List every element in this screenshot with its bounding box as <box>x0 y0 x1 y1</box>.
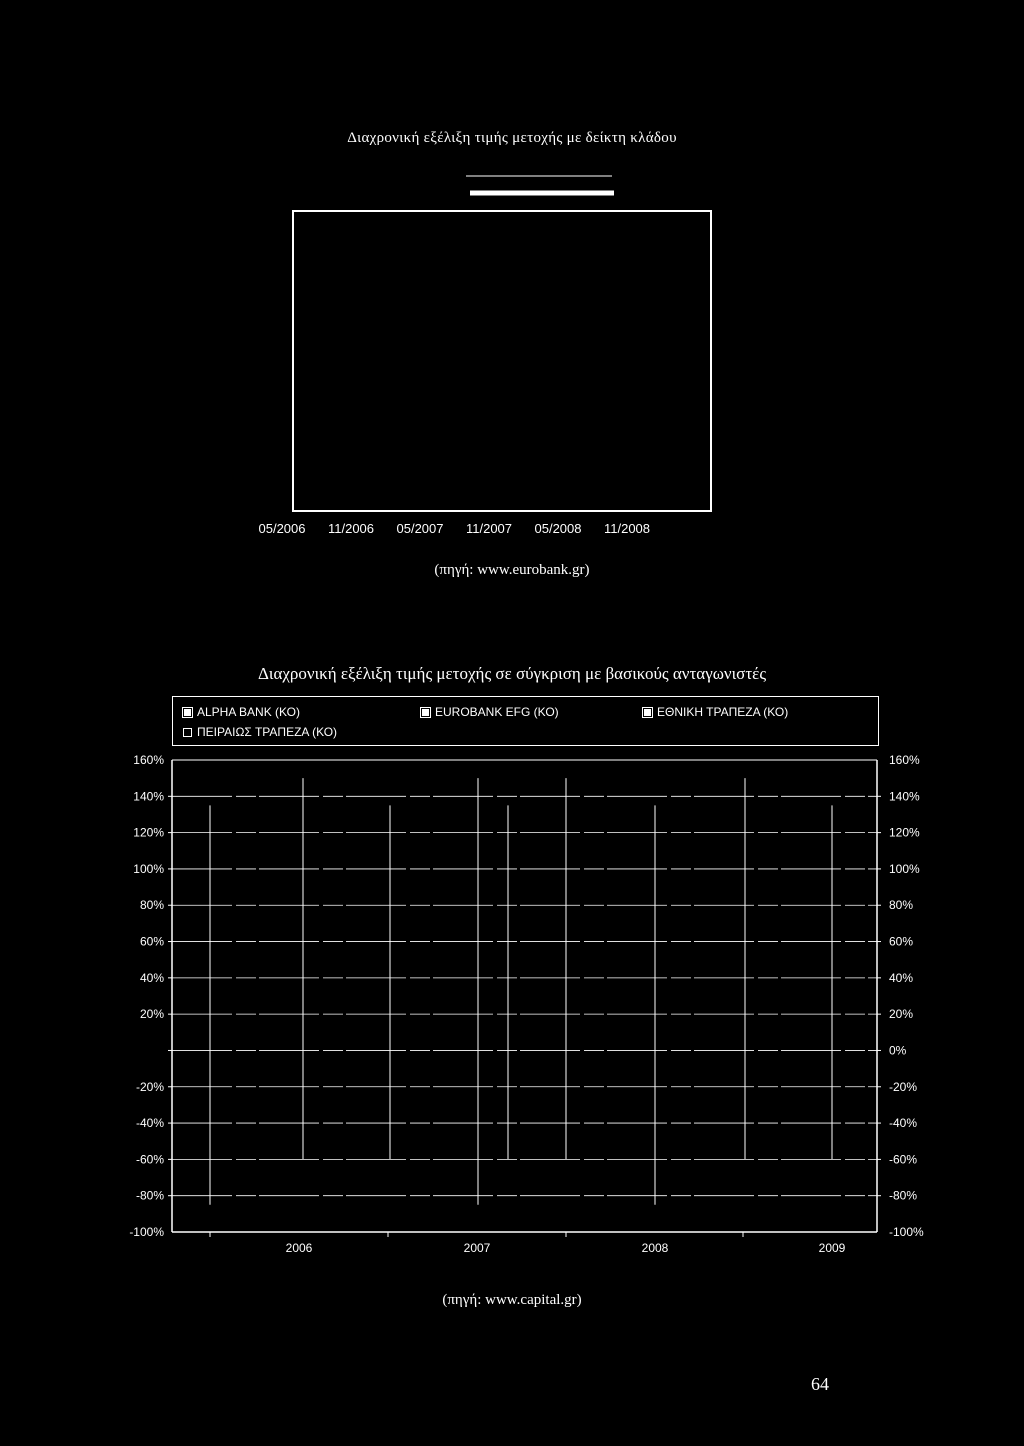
chart1-source: (πηγή: www.eurobank.gr) <box>434 562 590 578</box>
chart2-y-left-label: 160% <box>133 753 164 767</box>
chart2-x-tick-label: 2008 <box>641 1241 669 1255</box>
chart2-y-right-label: 120% <box>889 825 920 840</box>
chart2-x-tick-label: 2007 <box>463 1241 491 1255</box>
chart2-y-right-label: -40% <box>889 1116 918 1131</box>
chart2-y-axis-right <box>889 753 924 1239</box>
chart2-y-right-label: 60% <box>889 934 914 949</box>
chart2-y-left-label: -80% <box>135 1188 164 1203</box>
chart2-y-left-label: 100% <box>133 861 164 876</box>
chart2-y-right-label: -100% <box>889 1225 924 1239</box>
chart2-y-right-label: 0% <box>889 1043 907 1058</box>
chart2-y-right-label: 140% <box>889 789 920 804</box>
chart2-y-left-label: 80% <box>139 898 164 913</box>
chart2-y-left-label: 40% <box>139 970 164 985</box>
chart2-y-left-label: 60% <box>139 934 164 949</box>
chart2-y-right-label: 160% <box>889 753 920 767</box>
chart1-x-tick-label: 11/2007 <box>465 521 513 536</box>
legend-label-ethniki: ΕΘΝΙΚΗ ΤΡΑΠΕΖΑ (ΚΟ) <box>657 705 789 719</box>
chart2-x-tick-label: 2009 <box>818 1241 846 1255</box>
chart2-y-right-label: 80% <box>889 898 914 913</box>
chart1-x-tick-label: 05/2006 <box>258 521 306 536</box>
chart1-title: Διαχρονική εξέλιξη τιμής μετοχής με δείκτη κλάδου <box>347 130 677 146</box>
chart2-y-right-label: 100% <box>889 861 920 876</box>
chart2-y-axis-left <box>129 753 164 1239</box>
chart2-gridlines <box>168 796 881 1195</box>
chart1-x-tick-label: 11/2008 <box>603 521 651 536</box>
chart2-y-right-label: -80% <box>889 1188 918 1203</box>
chart2-y-right-label: 40% <box>889 970 914 985</box>
chart2-x-tick-label: 2006 <box>285 1241 313 1255</box>
chart1-x-tick-label: 05/2007 <box>396 521 444 536</box>
chart1-x-tick-label: 05/2008 <box>534 521 582 536</box>
chart1-x-tick-label: 11/2006 <box>327 521 375 536</box>
chart2-source: (πηγή: www.capital.gr) <box>442 1292 582 1308</box>
chart2-y-right-label: -20% <box>889 1079 918 1094</box>
chart2-series-spikes <box>210 778 832 1205</box>
chart2-y-left-label: 140% <box>133 789 164 804</box>
chart2-y-right-label: 20% <box>889 1007 914 1022</box>
chart2-y-left-label: 120% <box>133 825 164 840</box>
chart2-y-left-label: -100% <box>129 1225 164 1239</box>
chart2-y-left-label: -60% <box>135 1152 164 1167</box>
chart2-y-left-label: -20% <box>135 1079 164 1094</box>
legend-label-eurobank: EUROBANK EFG (ΚΟ) <box>435 705 559 719</box>
chart2-y-right-label: -60% <box>889 1152 918 1167</box>
page-number: 64 <box>811 1374 829 1394</box>
chart2-x-axis <box>210 1232 846 1255</box>
legend-label-alpha: ALPHA BANK (ΚΟ) <box>197 705 300 719</box>
chart2-y-left-label: 20% <box>139 1007 164 1022</box>
legend-label-piraeus: ΠΕΙΡΑΙΩΣ ΤΡΑΠΕΖΑ (ΚΟ) <box>197 725 338 739</box>
chart2-y-left-label: -40% <box>135 1116 164 1131</box>
chart2-title: Διαχρονική εξέλιξη τιμής μετοχής σε σύγκριση με βασικούς ανταγωνιστές <box>257 664 767 683</box>
